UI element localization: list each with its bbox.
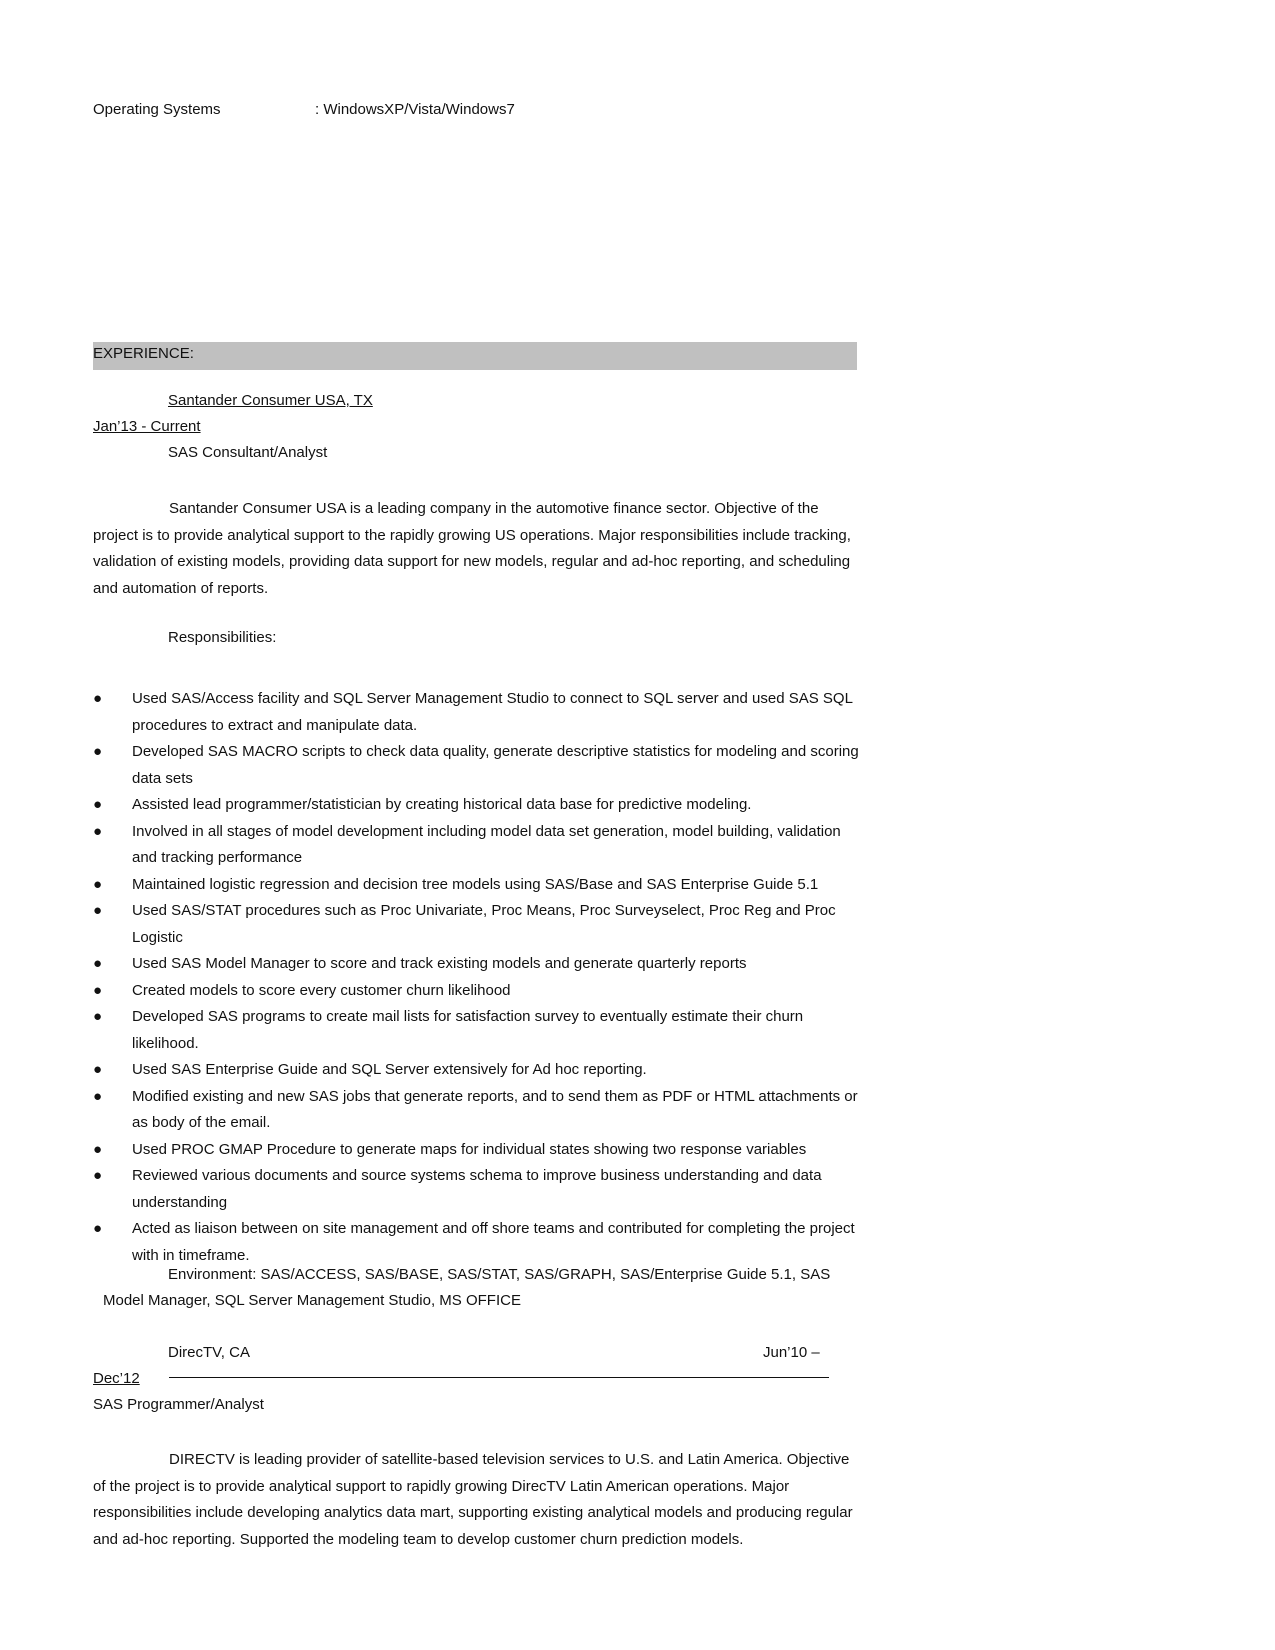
responsibility-item <box>93 1137 868 1164</box>
responsibility-text: Developed SAS programs to create mail lists for satisfaction survey to eventually estimate their churn likelihood. <box>132 1008 804 1052</box>
responsibility-item <box>93 978 868 1005</box>
bullet-icon: ● <box>93 1008 103 1025</box>
responsibility-text: Acted as liaison between on site management and off shore teams and contributed for completing the project with in timeframe. <box>132 1220 855 1264</box>
responsibility-item <box>93 739 868 792</box>
bullet-icon: ● <box>93 981 103 999</box>
job1-environment-line1: Environment: SAS/ACCESS, SAS/BASE, SAS/STAT, SAS/GRAPH, SAS/Enterprise Guide 5.1, SAS <box>168 1266 831 1283</box>
bullet-icon: ● <box>93 875 103 893</box>
job2-description: DIRECTV is leading provider of satellite-based television services to U.S. and Latin America. Objective of the project is to provide analytical support to rapidly growing DirecTV Latin American operations. Major responsibilities include developing analytics data mart, supporting existing analytical models and producing regular and ad-hoc reporting. Supported the modeling team to develop customer churn prediction models. <box>93 1451 853 1548</box>
bullet-icon: ● <box>93 1167 103 1184</box>
responsibility-item <box>93 951 868 978</box>
responsibility-text: Developed SAS MACRO scripts to check data quality, generate descriptive statistics for modeling and scoring data sets <box>132 743 859 787</box>
job1-responsibilities-label: Responsibilities: <box>168 629 277 646</box>
bullet-icon: ● <box>93 822 103 840</box>
experience-section-header <box>93 342 857 370</box>
job2-title: SAS Programmer/Analyst <box>93 1396 264 1413</box>
responsibility-item <box>93 1057 868 1084</box>
job1-responsibilities-list <box>93 686 868 1269</box>
job2-header-underline <box>169 1355 829 1378</box>
responsibility-text: Created models to score every customer churn likelihood <box>132 981 511 999</box>
job2-company: DirecTV, CA <box>168 1344 250 1361</box>
job1-company: Santander Consumer USA, TX <box>168 392 373 409</box>
responsibility-text: Used SAS Enterprise Guide and SQL Server extensively for Ad hoc reporting. <box>132 1061 647 1078</box>
responsibility-item <box>93 1084 868 1137</box>
responsibility-text: Assisted lead programmer/statistician by creating historical data base for predictive modeling. <box>132 796 752 813</box>
responsibility-item <box>93 1163 868 1216</box>
bullet-icon: ● <box>93 1220 103 1237</box>
job1-dates: Jan’13 - Current <box>93 418 201 435</box>
responsibility-item <box>93 872 868 899</box>
bullet-icon: ● <box>93 902 103 919</box>
responsibility-item <box>93 1216 868 1269</box>
job1-description: Santander Consumer USA is a leading company in the automotive finance sector. Objective of the project is to provide analytical support to the rapidly growing US operations. Major responsibilities include tracking, validation of existing models, providing data support for new models, regular and ad-hoc reporting, and scheduling and automation of reports. <box>93 500 851 597</box>
job2-dates-end: Dec’12 <box>93 1370 140 1387</box>
responsibility-text: Used SAS Model Manager to score and track existing models and generate quarterly reports <box>132 955 747 972</box>
responsibility-text: Used PROC GMAP Procedure to generate maps for individual states showing two response variables <box>132 1140 807 1158</box>
responsibility-text: Reviewed various documents and source systems schema to improve business understanding and data understanding <box>132 1167 822 1211</box>
responsibility-item <box>93 686 868 739</box>
bullet-icon: ● <box>93 1061 103 1078</box>
responsibility-text: Used SAS/STAT procedures such as Proc Univariate, Proc Means, Proc Surveyselect, Proc Reg and Proc Logistic <box>132 902 836 946</box>
bullet-icon: ● <box>93 796 103 813</box>
bullet-icon: ● <box>93 1087 103 1105</box>
responsibility-text: Used SAS/Access facility and SQL Server Management Studio to connect to SQL server and used SAS SQL procedures to extract and manipulate data. <box>132 690 853 734</box>
experience-heading: EXPERIENCE: <box>93 345 194 362</box>
responsibility-item <box>93 792 868 819</box>
bullet-icon: ● <box>93 690 103 707</box>
os-value: : WindowsXP/Vista/Windows7 <box>315 101 515 118</box>
responsibility-item <box>93 819 868 872</box>
responsibility-text: Maintained logistic regression and decision tree models using SAS/Base and SAS Enterprise Guide 5.1 <box>132 875 819 893</box>
os-label: Operating Systems <box>93 101 221 118</box>
bullet-icon: ● <box>93 743 103 760</box>
bullet-icon: ● <box>93 955 103 972</box>
responsibility-text: Involved in all stages of model development including model data set generation, model building, validation and tracking performance <box>132 822 841 866</box>
responsibility-item <box>93 1004 868 1057</box>
job1-title: SAS Consultant/Analyst <box>168 444 328 461</box>
job2-dates-start: Jun’10 – <box>763 1344 820 1361</box>
job1-environment-line2: Model Manager, SQL Server Management Studio, MS OFFICE <box>103 1292 521 1309</box>
bullet-icon: ● <box>93 1140 103 1158</box>
responsibility-text: Modified existing and new SAS jobs that generate reports, and to send them as PDF or HTML attachments or as body of the email. <box>132 1087 858 1131</box>
responsibility-item <box>93 898 868 951</box>
